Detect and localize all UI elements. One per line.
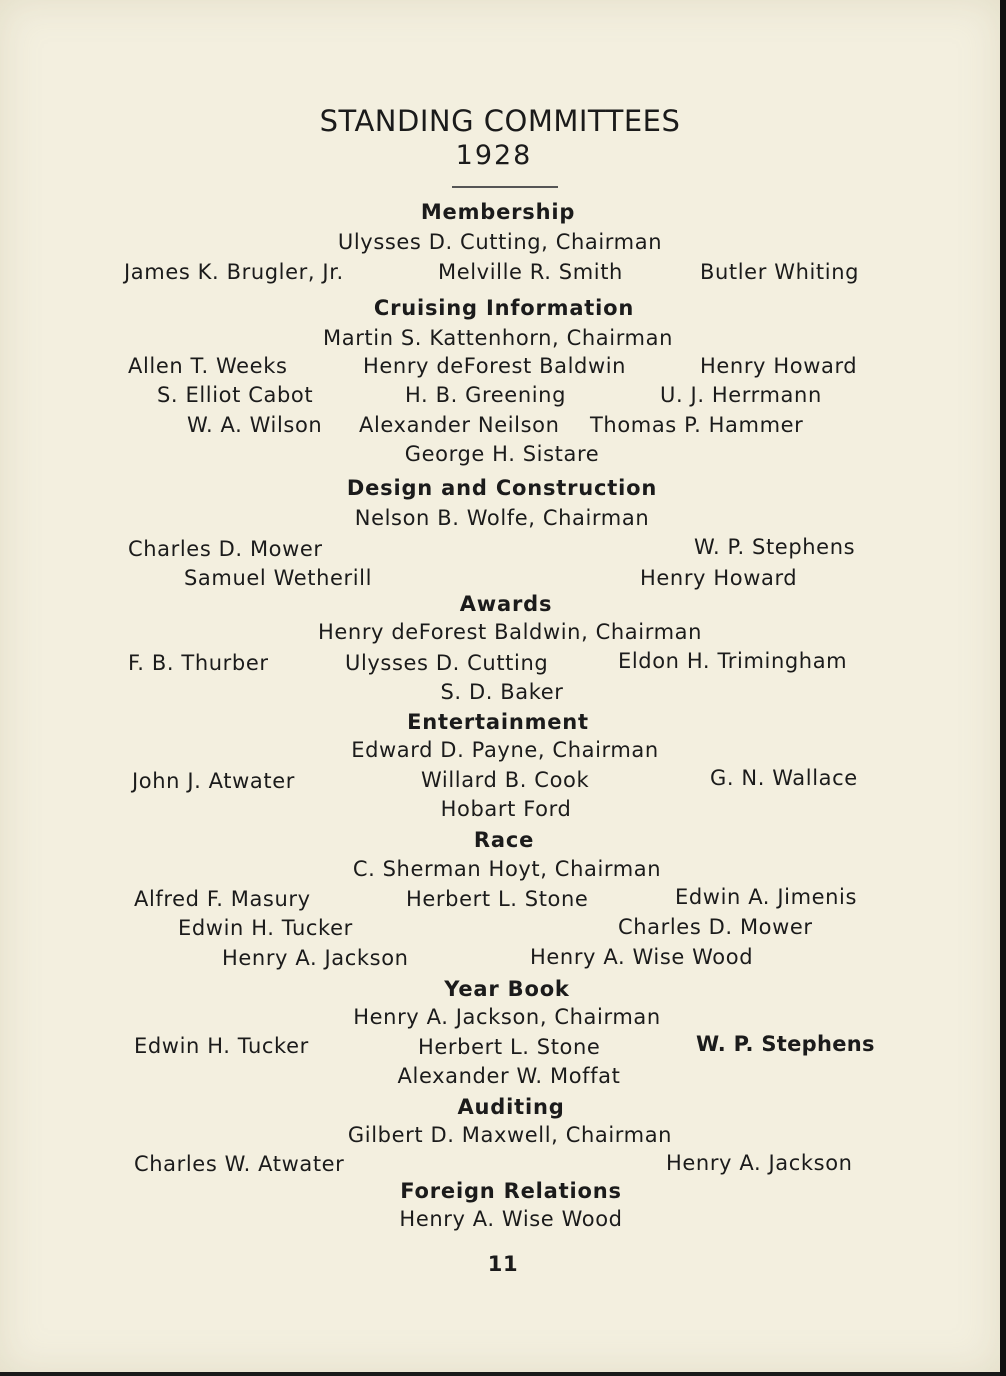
race-member: Herbert L. Stone <box>406 887 589 911</box>
race-member: Edwin A. Jimenis <box>675 885 858 909</box>
title-divider <box>452 186 558 188</box>
section-heading-race: Race <box>473 828 535 852</box>
cruising-member: U. J. Herrmann <box>660 383 822 407</box>
auditing-member: Henry A. Jackson <box>666 1151 853 1175</box>
section-heading-foreign-relations: Foreign Relations <box>400 1179 622 1203</box>
cruising-member: Henry deForest Baldwin <box>363 354 627 378</box>
yearbook-member: Herbert L. Stone <box>418 1035 601 1059</box>
cruising-member: H. B. Greening <box>405 383 566 407</box>
section-heading-entertainment: Entertainment <box>407 710 589 734</box>
entertainment-member: Hobart Ford <box>440 797 572 821</box>
cruising-member: George H. Sistare <box>404 442 600 466</box>
section-heading-awards: Awards <box>459 592 553 616</box>
yearbook-member: W. P. Stephens <box>696 1032 875 1056</box>
race-member: Alfred F. Masury <box>134 887 311 911</box>
membership-chairman: Ulysses D. Cutting, Chairman <box>337 230 663 254</box>
awards-chairman: Henry deForest Baldwin, Chairman <box>317 620 703 644</box>
page-year: 1928 <box>455 140 533 171</box>
awards-member: Ulysses D. Cutting <box>345 651 549 675</box>
entertainment-member: G. N. Wallace <box>710 766 858 790</box>
design-member: Samuel Wetherill <box>184 566 373 590</box>
page-edge-shadow <box>1000 0 1006 1376</box>
cruising-member: W. A. Wilson <box>187 413 323 437</box>
race-chairman: C. Sherman Hoyt, Chairman <box>352 857 662 881</box>
cruising-member: Henry Howard <box>700 354 858 378</box>
yearbook-member: Edwin H. Tucker <box>134 1034 309 1058</box>
membership-member: Melville R. Smith <box>438 260 623 284</box>
race-member: Henry A. Wise Wood <box>530 945 754 969</box>
design-chairman: Nelson B. Wolfe, Chairman <box>354 506 650 530</box>
design-member: Charles D. Mower <box>128 537 323 561</box>
membership-member: Butler Whiting <box>700 260 860 284</box>
cruising-member: S. Elliot Cabot <box>157 383 314 407</box>
cruising-member: Alexander Neilson <box>359 413 560 437</box>
auditing-chairman: Gilbert D. Maxwell, Chairman <box>347 1123 673 1147</box>
entertainment-member: Willard B. Cook <box>421 768 590 792</box>
design-member: W. P. Stephens <box>694 535 856 559</box>
cruising-member: Thomas P. Hammer <box>590 413 804 437</box>
awards-member: F. B. Thurber <box>128 651 269 675</box>
race-member: Henry A. Jackson <box>222 946 409 970</box>
auditing-member: Charles W. Atwater <box>134 1152 345 1176</box>
entertainment-chairman: Edward D. Payne, Chairman <box>351 738 659 762</box>
page-title: STANDING COMMITTEES <box>319 104 681 138</box>
entertainment-member: John J. Atwater <box>132 769 295 793</box>
section-heading-membership: Membership <box>420 200 576 224</box>
cruising-chairman: Martin S. Kattenhorn, Chairman <box>323 326 673 350</box>
race-member: Charles D. Mower <box>618 915 813 939</box>
section-heading-auditing: Auditing <box>457 1095 565 1119</box>
membership-member: James K. Brugler, Jr. <box>124 260 344 284</box>
section-heading-yearbook: Year Book <box>444 977 570 1001</box>
race-member: Edwin H. Tucker <box>178 916 353 940</box>
foreign-relations-member: Henry A. Wise Wood <box>399 1207 623 1231</box>
section-heading-cruising: Cruising Information <box>373 296 635 320</box>
design-member: Henry Howard <box>640 566 798 590</box>
yearbook-member: Alexander W. Moffat <box>397 1064 621 1088</box>
awards-member: S. D. Baker <box>440 680 564 704</box>
page-number: 11 <box>487 1252 519 1276</box>
awards-member: Eldon H. Trimingham <box>618 649 848 673</box>
cruising-member: Allen T. Weeks <box>128 354 288 378</box>
yearbook-chairman: Henry A. Jackson, Chairman <box>353 1005 661 1029</box>
section-heading-design: Design and Construction <box>346 476 658 500</box>
